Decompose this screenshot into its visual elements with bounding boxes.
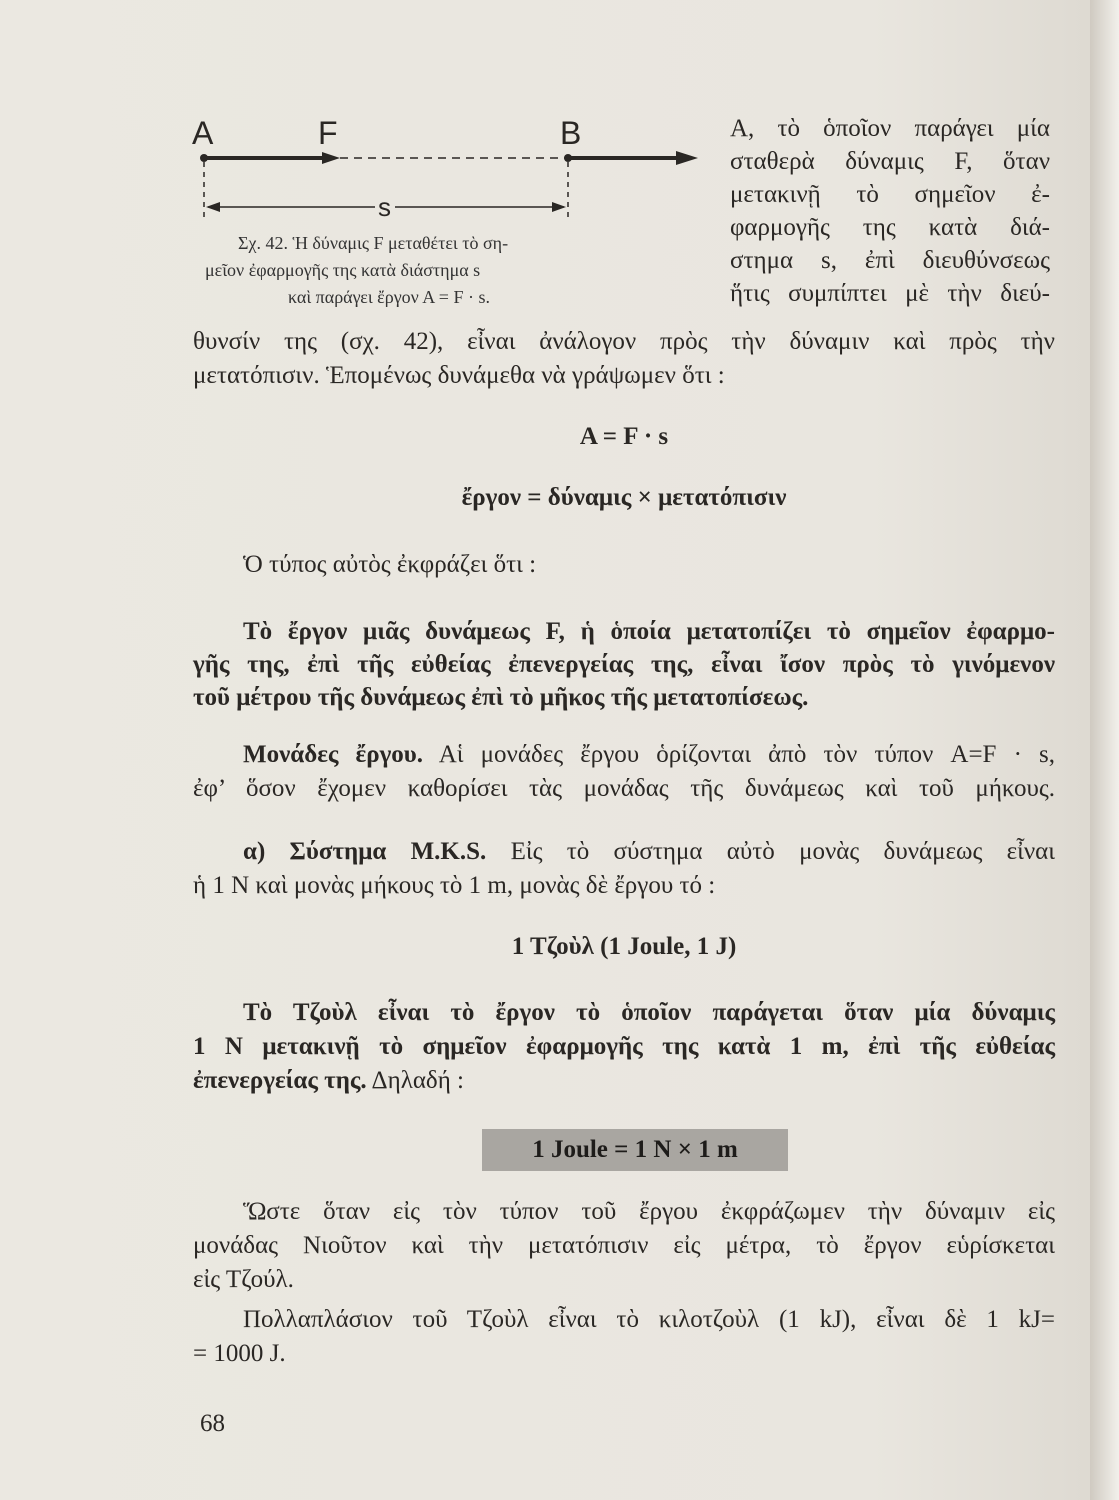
joule-def-line: Τὸ Τζοὺλ εἶναι τὸ ἔργον τὸ ὁποῖον παράγεται ὅταν μία δύναμις (243, 999, 1055, 1026)
joule-def-line (193, 1065, 464, 1097)
label-b: B (560, 115, 582, 151)
units-text: Αἱ μονάδες ἔργου ὁρίζονται ἀπὸ τὸν τύπον A=F · s, (423, 741, 1055, 768)
figure-42-diagram (190, 112, 710, 222)
units-heading: Μονάδες ἔργου. (243, 741, 424, 768)
formula-work: A = F · s (579, 423, 669, 450)
label-f: F (318, 115, 338, 151)
mks-heading: α) Σύστημα M.K.S. (243, 838, 487, 865)
multiple-line: = 1000 J. (193, 1340, 286, 1367)
body-line: θυνσίν της (σχ. 42), εἶναι ἀνάλογον πρὸς τὴν δύναμιν καὶ πρὸς τὴν (193, 328, 1055, 355)
side-text-line: στημα s, ἐπὶ διευθύνσεως (730, 247, 1050, 274)
formula-joule: 1 Joule = 1 N × 1 m (532, 1136, 738, 1163)
arrowhead-icon (322, 152, 340, 164)
caption-line: καὶ παράγει ἔργον Α = F · s. (288, 287, 490, 307)
side-text-line: Α, τὸ ὁποῖον παράγει μία (730, 115, 1050, 142)
multiple-line: Πολλαπλάσιον τοῦ Τζοὺλ εἶναι τὸ κιλοτζοὺλ (1 kJ), εἶναι δὲ 1 kJ= (243, 1306, 1055, 1333)
mks-text: Εἰς τὸ σύστημα αὐτὸ μονὰς δυνάμεως εἶναι (486, 838, 1055, 865)
caption-line: Σχ. 42. Ἡ δύναμις F μεταθέτει τὸ ση- (238, 233, 509, 253)
side-text-line: φαρμογῆς της κατὰ διά- (730, 214, 1050, 241)
page-edge (1090, 0, 1119, 1500)
label-s: s (378, 192, 391, 222)
label-a: A (192, 115, 214, 151)
conclusion-line: μονάδας Νιοῦτον καὶ τὴν μετατόπισιν εἰς μέτρα, τὸ ἔργον εὑρίσκεται (193, 1232, 1055, 1259)
expresses-line: Ὁ τύπος αὐτὸς ἐκφράζει ὅτι : (243, 551, 537, 578)
side-text-line: σταθερὰ δύναμις F, ὅταν (730, 148, 1050, 175)
arrowhead-icon (676, 151, 698, 165)
joule-title: 1 Τζοὺλ (1 Joule, 1 J) (511, 933, 737, 960)
mks-line (243, 836, 1055, 868)
joule-def-line: 1 N μετακινῇ τὸ σημεῖον ἐφαρμογῆς της κατὰ 1 m, ἐπὶ τῆς εὐθείας (193, 1033, 1055, 1060)
conclusion-line: Ὥστε ὅταν εἰς τὸν τύπον τοῦ ἔργου ἐκφράζωμεν τὴν δύναμιν εἰς (243, 1198, 1055, 1225)
units-line: ἐφ’ ὅσον ἔχομεν καθορίσει τὰς μονάδας τῆς δυνάμεως καὶ τοῦ μήκους. (193, 775, 1055, 802)
definition-line: Τὸ ἔργον μιᾶς δυνάμεως F, ἡ ὁποία μετατοπίζει τὸ σημεῖον ἐφαρμο- (243, 618, 1055, 645)
side-text-line: μετακινῇ τὸ σημεῖον ἐ- (730, 181, 1050, 208)
joule-def-rest: Δηλαδή : (366, 1067, 464, 1094)
definition-line: γῆς της, ἐπὶ τῆς εὐθείας ἐπενεργείας της, εἶναι ἴσον πρὸς τὸ γινόμενον (193, 651, 1055, 678)
definition-line: τοῦ μέτρου τῆς δυνάμεως ἐπὶ τὸ μῆκος τῆς μετατοπίσεως. (193, 684, 809, 711)
body-line: μετατόπισιν. Ἑπομένως δυνάμεθα νὰ γράψωμεν ὅτι : (193, 362, 725, 389)
formula-words: ἔργον = δύναμις × μετατόπισιν (461, 484, 787, 511)
arrowhead-right-icon (552, 202, 566, 212)
units-line (243, 739, 1055, 771)
point-b (564, 154, 572, 162)
side-text-line: ἥτις συμπίπτει μὲ τὴν διεύ- (730, 280, 1050, 307)
caption-line: μεῖον ἐφαρμογῆς της κατὰ διάστημα s (205, 260, 481, 280)
joule-def-bold: ἐπενεργείας της. (193, 1067, 367, 1094)
mks-line: ἡ 1 N καὶ μονὰς μήκους τὸ 1 m, μονὰς δὲ ἔργου τό : (193, 872, 716, 899)
highlighted-formula-box (482, 1129, 788, 1171)
point-a (200, 154, 208, 162)
arrowhead-left-icon (206, 202, 220, 212)
page-number: 68 (200, 1410, 225, 1437)
conclusion-line: εἰς Τζούλ. (193, 1266, 294, 1293)
